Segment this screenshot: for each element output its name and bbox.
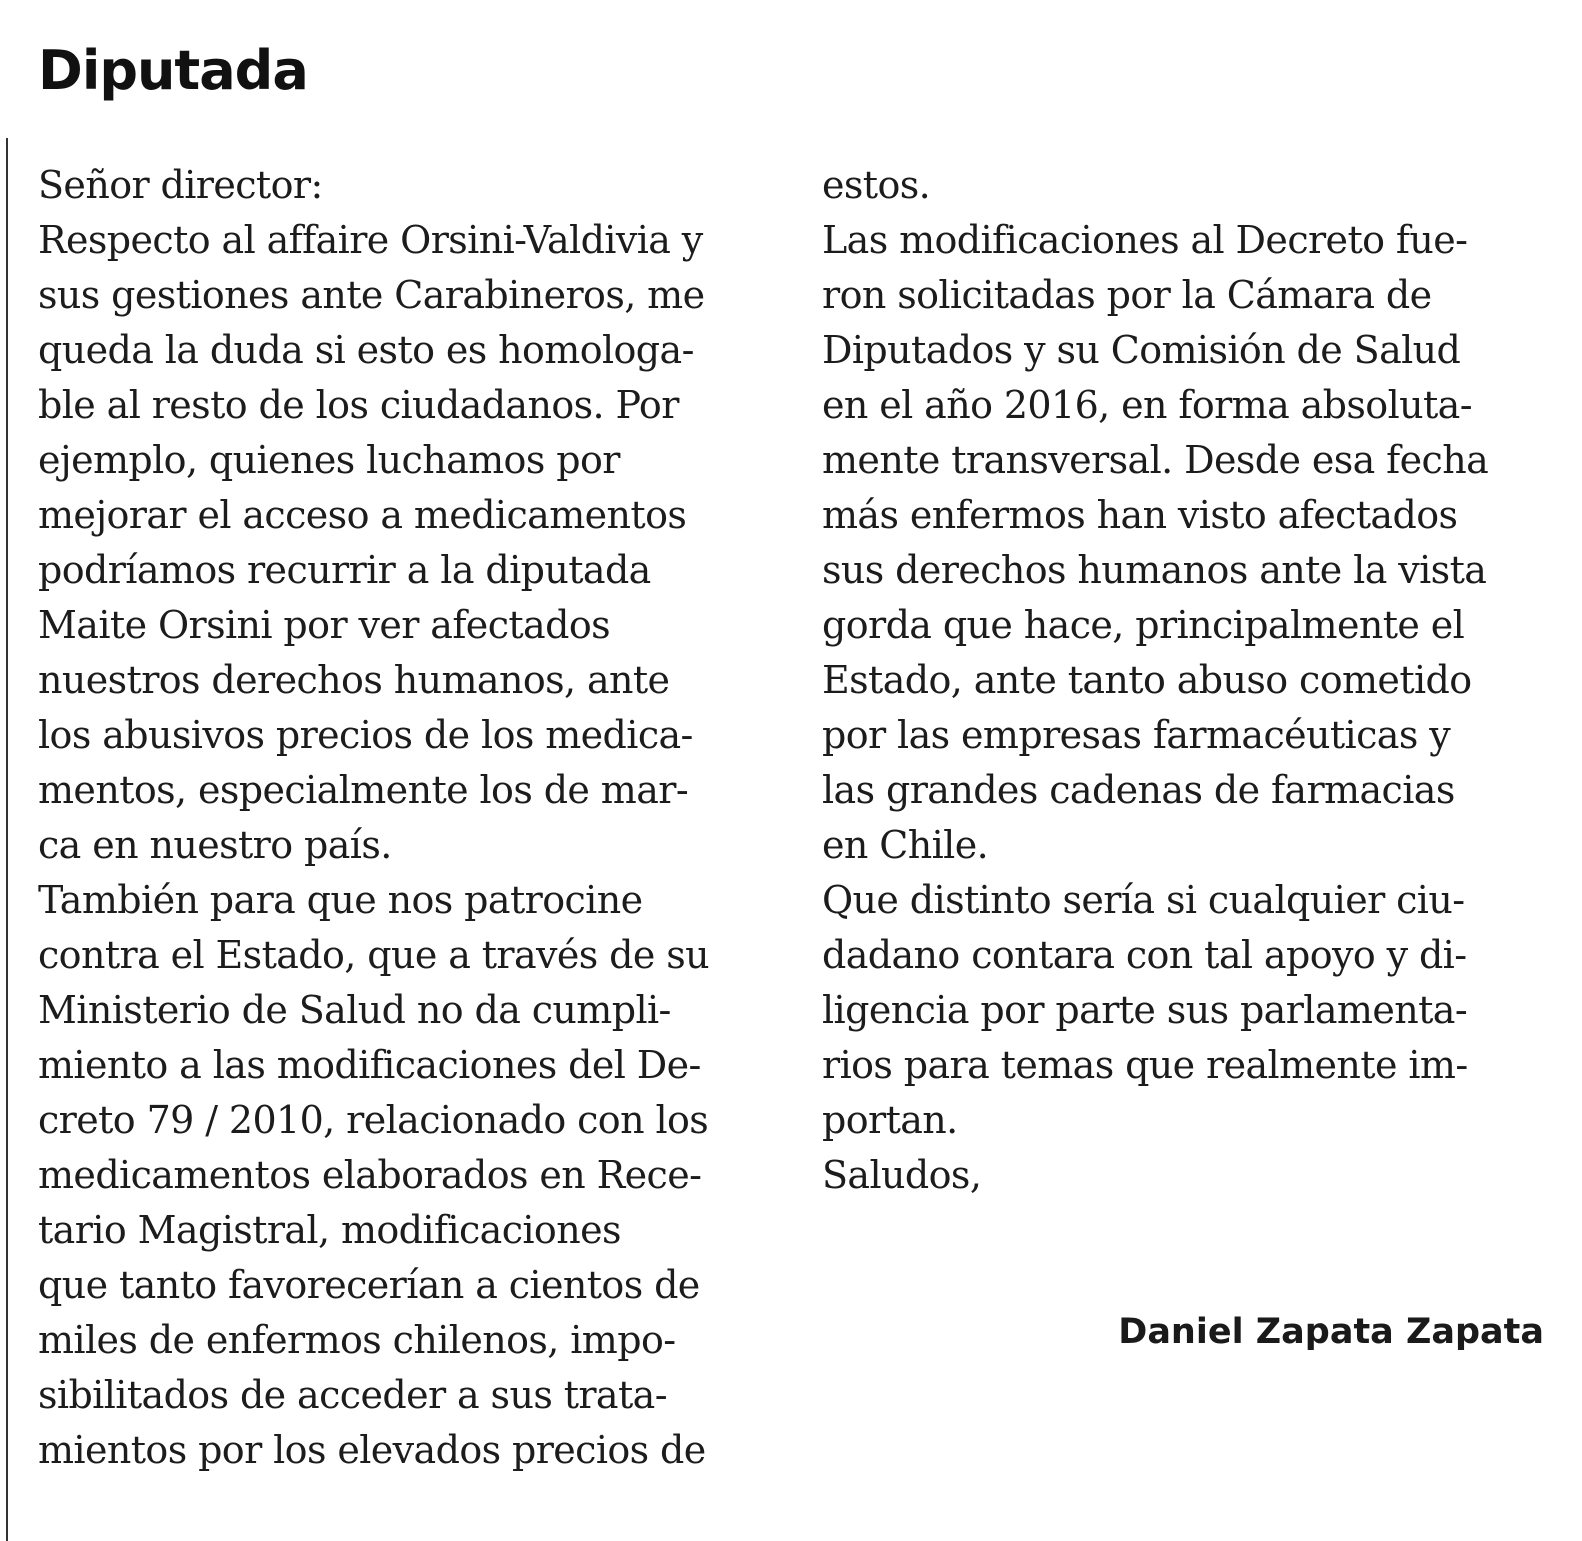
letter-left-column bbox=[38, 158, 778, 1478]
letter-line: gorda que hace, principalmente el bbox=[822, 603, 1465, 647]
letter-line: los abusivos precios de los medica- bbox=[38, 713, 693, 757]
letter-line: miles de enfermos chilenos, impo- bbox=[38, 1318, 676, 1362]
letter-line: Señor director: bbox=[38, 163, 323, 207]
letter-line: tario Magistral, modificaciones bbox=[38, 1208, 621, 1252]
letter-line: Que distinto sería si cualquier ciu- bbox=[822, 878, 1465, 922]
letter-line: mientos por los elevados precios de bbox=[38, 1428, 706, 1472]
letter-signature: Daniel Zapata Zapata bbox=[1118, 1312, 1544, 1352]
letter-line: las grandes cadenas de farmacias bbox=[822, 768, 1455, 812]
letter-line: ejemplo, quienes luchamos por bbox=[38, 438, 620, 482]
letter-line: queda la duda si esto es homologa- bbox=[38, 328, 694, 372]
page-title: Diputada bbox=[38, 39, 308, 102]
letter-line: Saludos, bbox=[822, 1153, 982, 1197]
letter-line: creto 79 / 2010, relacionado con los bbox=[38, 1098, 709, 1142]
letter-line: Las modificaciones al Decreto fue- bbox=[822, 218, 1468, 262]
letter-line: sus derechos humanos ante la vista bbox=[822, 548, 1487, 592]
letter-line: por las empresas farmacéuticas y bbox=[822, 713, 1451, 757]
letter-line: También para que nos patrocine bbox=[38, 878, 643, 922]
letter-line: contra el Estado, que a través de su bbox=[38, 933, 710, 977]
letter-line: dadano contara con tal apoyo y di- bbox=[822, 933, 1467, 977]
letter-line: mentos, especialmente los de mar- bbox=[38, 768, 689, 812]
letter-line: Maite Orsini por ver afectados bbox=[38, 603, 611, 647]
letter-line: sus gestiones ante Carabineros, me bbox=[38, 273, 705, 317]
letter-line: en el año 2016, en forma absoluta- bbox=[822, 383, 1472, 427]
letter-line: medicamentos elaborados en Rece- bbox=[38, 1153, 702, 1197]
column-rule bbox=[6, 138, 8, 1541]
letter-line: más enfermos han visto afectados bbox=[822, 493, 1458, 537]
letter-line: ligencia por parte sus parlamenta- bbox=[822, 988, 1468, 1032]
letter-line: podríamos recurrir a la diputada bbox=[38, 548, 651, 592]
letter-line: ron solicitadas por la Cámara de bbox=[822, 273, 1432, 317]
letter-line: sibilitados de acceder a sus trata- bbox=[38, 1373, 667, 1417]
letter-right-column bbox=[822, 158, 1562, 1203]
letter-line: rios para temas que realmente im- bbox=[822, 1043, 1468, 1087]
letter-line: mejorar el acceso a medicamentos bbox=[38, 493, 687, 537]
letter-line: ca en nuestro país. bbox=[38, 823, 392, 867]
letter-line: que tanto favorecerían a cientos de bbox=[38, 1263, 700, 1307]
letter-line: Diputados y su Comisión de Salud bbox=[822, 328, 1461, 372]
letter-line: en Chile. bbox=[822, 823, 989, 867]
letter-line: estos. bbox=[822, 163, 931, 207]
letter-line: portan. bbox=[822, 1098, 958, 1142]
letter-line: mente transversal. Desde esa fecha bbox=[822, 438, 1489, 482]
letter-line: Ministerio de Salud no da cumpli- bbox=[38, 988, 671, 1032]
letter-line: Estado, ante tanto abuso cometido bbox=[822, 658, 1472, 702]
letter-line: ble al resto de los ciudadanos. Por bbox=[38, 383, 679, 427]
letter-line: nuestros derechos humanos, ante bbox=[38, 658, 670, 702]
letter-line: miento a las modificaciones del De- bbox=[38, 1043, 701, 1087]
letter-line: Respecto al affaire Orsini-Valdivia y bbox=[38, 218, 703, 262]
